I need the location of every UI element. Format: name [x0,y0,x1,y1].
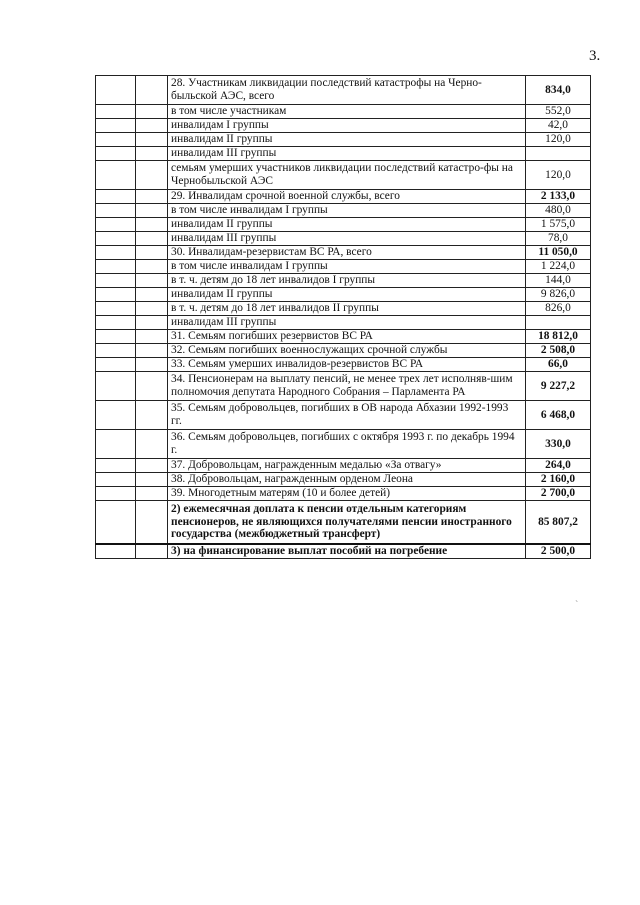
code-cell [96,544,136,559]
subcode-cell [136,430,168,459]
subcode-cell [136,401,168,430]
description-cell: в том числе участникам [168,105,526,119]
table-row [96,372,591,401]
description-cell: инвалидам I группы [168,119,526,133]
amount-cell: 144,0 [526,274,591,288]
code-cell [96,487,136,501]
description-cell: инвалидам III группы [168,147,526,161]
code-cell [96,344,136,358]
table-row [96,147,591,161]
table-row [96,430,591,459]
amount-cell: 66,0 [526,358,591,372]
description-cell: 35. Семьям добровольцев, погибших в ОВ народа Абхазии 1992-1993 гг. [168,401,526,430]
table-row [96,487,591,501]
code-cell [96,190,136,204]
amount-cell: 120,0 [526,133,591,147]
amount-cell: 330,0 [526,430,591,459]
table-row [96,260,591,274]
table-row [96,316,591,330]
table-row [96,501,591,545]
code-cell [96,105,136,119]
table-row [96,204,591,218]
description-cell: инвалидам II группы [168,133,526,147]
amount-cell: 1 224,0 [526,260,591,274]
page-number: 3. [589,48,601,64]
subcode-cell [136,459,168,473]
description-cell: в т. ч. детям до 18 лет инвалидов I группы [168,274,526,288]
amount-cell [526,147,591,161]
description-cell: 28. Участникам ликвидации последствий катастрофы на Черно-быльской АЭС, всего [168,76,526,105]
subcode-cell [136,544,168,559]
description-cell: 34. Пенсионерам на выплату пенсий, не менее трех лет исполняв-шим полномочия депутата Народного Собрания – Парламента РА [168,372,526,401]
description-cell: 36. Семьям добровольцев, погибших с октября 1993 г. по декабрь 1994 г. [168,430,526,459]
code-cell [96,501,136,545]
code-cell [96,288,136,302]
table-row [96,105,591,119]
subcode-cell [136,147,168,161]
code-cell [96,274,136,288]
amount-cell: 120,0 [526,161,591,190]
table-row [96,344,591,358]
code-cell [96,473,136,487]
code-cell [96,232,136,246]
subcode-cell [136,204,168,218]
description-cell: в том числе инвалидам I группы [168,260,526,274]
subcode-cell [136,190,168,204]
subcode-cell [136,302,168,316]
amount-cell: 2 700,0 [526,487,591,501]
description-cell: семьям умерших участников ликвидации последствий катастро-фы на Чернобыльской АЭС [168,161,526,190]
code-cell [96,133,136,147]
subcode-cell [136,161,168,190]
subcode-cell [136,358,168,372]
table-row [96,218,591,232]
code-cell [96,316,136,330]
amount-cell: 480,0 [526,204,591,218]
code-cell [96,430,136,459]
table-row [96,190,591,204]
description-cell: 3) на финансирование выплат пособий на погребение [168,544,526,559]
description-cell: 30. Инвалидам-резервистам ВС РА, всего [168,246,526,260]
amount-cell: 2 508,0 [526,344,591,358]
description-cell: инвалидам II группы [168,218,526,232]
amount-cell: 2 133,0 [526,190,591,204]
amount-cell: 11 050,0 [526,246,591,260]
amount-cell: 78,0 [526,232,591,246]
amount-cell: 264,0 [526,459,591,473]
amount-cell: 9 826,0 [526,288,591,302]
description-cell: 2) ежемесячная доплата к пенсии отдельным категориям пенсионеров, не являющихся получателями пенсии иностранного государства (межбюджетный трансферт) [168,501,526,545]
subcode-cell [136,274,168,288]
amount-cell: 42,0 [526,119,591,133]
amount-cell: 6 468,0 [526,401,591,430]
amount-cell: 2 160,0 [526,473,591,487]
table-row [96,401,591,430]
description-cell: 32. Семьям погибших военнослужащих срочной службы [168,344,526,358]
code-cell [96,161,136,190]
subcode-cell [136,501,168,545]
description-cell: 38. Добровольцам, награжденным орденом Леона [168,473,526,487]
subcode-cell [136,105,168,119]
subcode-cell [136,316,168,330]
amount-cell [526,316,591,330]
amount-cell: 85 807,2 [526,501,591,545]
description-cell: 31. Семьям погибших резервистов ВС РА [168,330,526,344]
table-row [96,288,591,302]
table-row [96,544,591,559]
subcode-cell [136,372,168,401]
description-cell: в т. ч. детям до 18 лет инвалидов II группы [168,302,526,316]
table-row [96,161,591,190]
code-cell [96,76,136,105]
amount-cell: 1 575,0 [526,218,591,232]
description-cell: 29. Инвалидам срочной военной службы, всего [168,190,526,204]
code-cell [96,330,136,344]
code-cell [96,459,136,473]
description-cell: 37. Добровольцам, награжденным медалью «За отвагу» [168,459,526,473]
subcode-cell [136,76,168,105]
amount-cell: 552,0 [526,105,591,119]
description-cell: инвалидам II группы [168,288,526,302]
table-row [96,76,591,105]
description-cell: 39. Многодетным матерям (10 и более детей) [168,487,526,501]
code-cell [96,372,136,401]
table-row [96,246,591,260]
code-cell [96,246,136,260]
subcode-cell [136,218,168,232]
subcode-cell [136,288,168,302]
subcode-cell [136,330,168,344]
subcode-cell [136,487,168,501]
amount-cell: 834,0 [526,76,591,105]
code-cell [96,401,136,430]
subcode-cell [136,133,168,147]
subcode-cell [136,260,168,274]
description-cell: инвалидам III группы [168,232,526,246]
subcode-cell [136,344,168,358]
description-cell: в том числе инвалидам I группы [168,204,526,218]
code-cell [96,147,136,161]
amount-cell: 2 500,0 [526,544,591,559]
table-row [96,133,591,147]
budget-table [95,75,591,559]
subcode-cell [136,119,168,133]
table-row [96,330,591,344]
code-cell [96,119,136,133]
table-row [96,232,591,246]
amount-cell: 9 227,2 [526,372,591,401]
amount-cell: 826,0 [526,302,591,316]
subcode-cell [136,232,168,246]
table-row [96,119,591,133]
code-cell [96,260,136,274]
code-cell [96,302,136,316]
table-row [96,459,591,473]
subcode-cell [136,473,168,487]
table-row [96,302,591,316]
table-row [96,473,591,487]
code-cell [96,204,136,218]
description-cell: инвалидам III группы [168,316,526,330]
scan-mark: ` [575,600,579,611]
description-cell: 33. Семьям умерших инвалидов-резервистов ВС РА [168,358,526,372]
code-cell [96,218,136,232]
code-cell [96,358,136,372]
table-row [96,358,591,372]
subcode-cell [136,246,168,260]
amount-cell: 18 812,0 [526,330,591,344]
table-row [96,274,591,288]
